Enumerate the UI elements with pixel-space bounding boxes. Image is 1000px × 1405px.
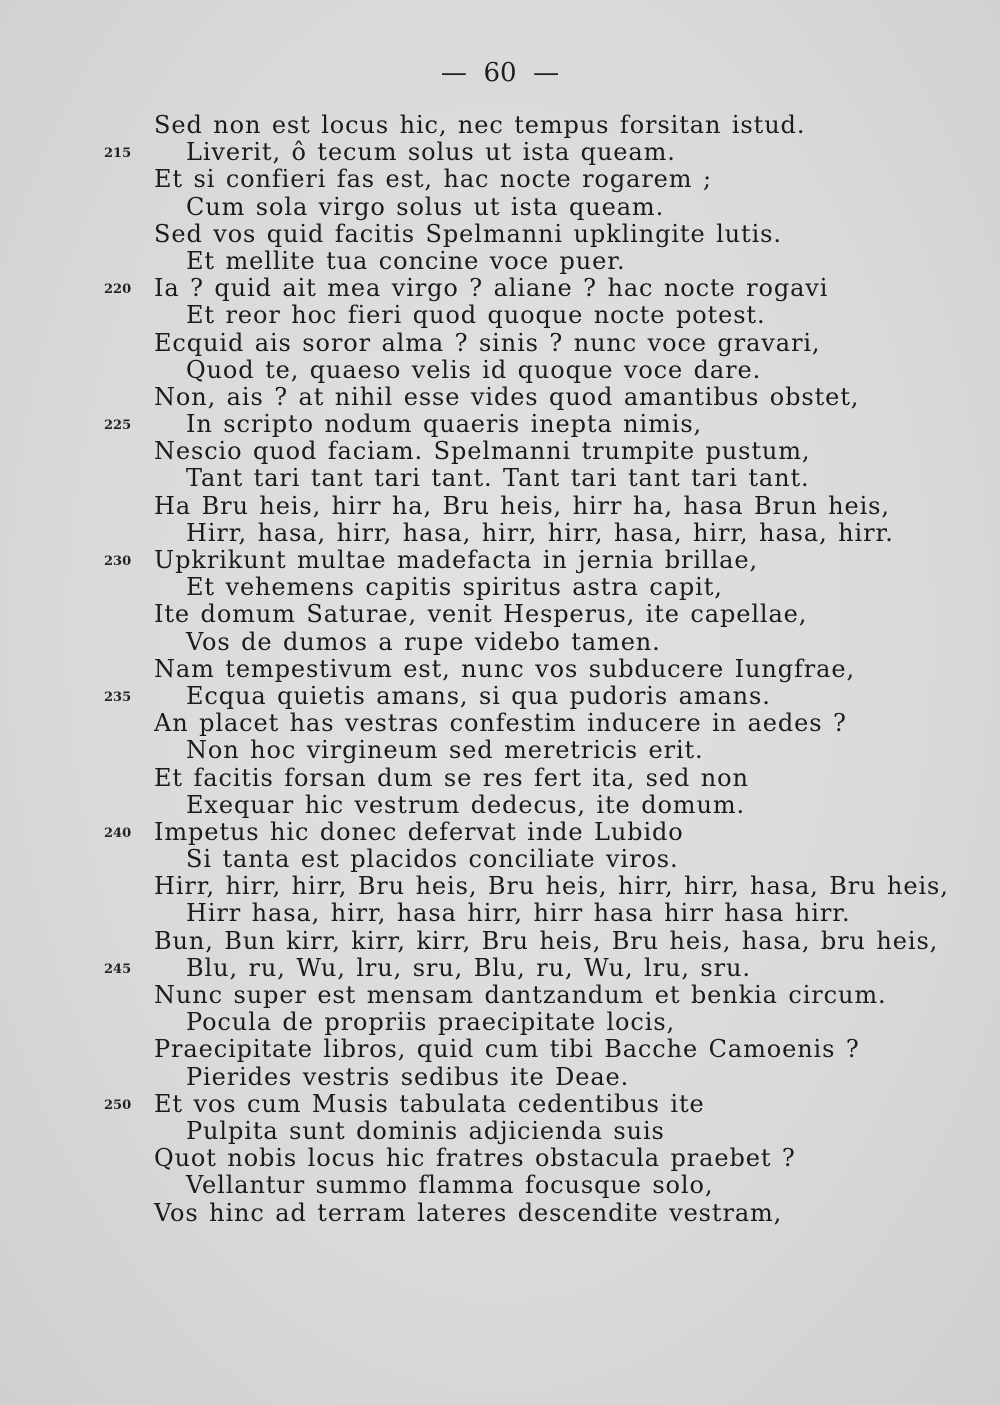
verse-text: Vos de dumos a rupe videbo tamen. [186, 627, 661, 656]
verse-text: Vellantur summo flamma focusque solo, [186, 1171, 714, 1200]
line-number: 215 [104, 146, 132, 162]
verse-line [0, 656, 1000, 683]
line-number: 230 [104, 554, 132, 569]
verse-text: Non, ais ? at nihil esse vides quod amantibus obstet, [154, 382, 860, 411]
verse-text: Sed non est locus hic, nec tempus forsitan istud. [154, 111, 806, 139]
verse-line [0, 1009, 1000, 1036]
verse-line [0, 1172, 1000, 1199]
line-number: 225 [104, 418, 132, 434]
verse-text: Nam tempestivum est, nunc vos subducere Iungfrae, [154, 654, 855, 683]
verse-line [0, 302, 1000, 329]
verse-line [0, 792, 1000, 819]
verse-line [0, 846, 1000, 873]
line-number: 245 [104, 961, 132, 977]
verse-line [0, 493, 1000, 520]
verse-line [0, 166, 1000, 193]
verse-text: Hirr hasa, hirr, hasa hirr, hirr hasa hirr hasa hirr. [186, 899, 851, 928]
verse-line [0, 1118, 1000, 1145]
verse-text: Praecipitate libros, quid cum tibi Bacche Camoenis ? [154, 1035, 860, 1064]
verse-line [0, 928, 1000, 955]
verse-text: Quod te, quaeso velis id quoque voce dare. [186, 355, 762, 384]
verse-line [0, 629, 1000, 656]
verse-text: Ia ? quid ait mea virgo ? aliane ? hac nocte rogavi [154, 274, 829, 303]
verse-line [0, 330, 1000, 357]
poem-text [0, 112, 1000, 1227]
verse-text: Quot nobis locus hic fratres obstacula praebet ? [154, 1144, 796, 1173]
verse-text: Bun, Bun kirr, kirr, kirr, Bru heis, Bru heis, hasa, bru heis, [154, 926, 939, 955]
verse-text: Et facitis forsan dum se res fert ita, sed non [154, 763, 749, 792]
verse-line [0, 737, 1000, 764]
line-number: 250 [104, 1097, 132, 1113]
verse-text: Et vehemens capitis spiritus astra capit, [186, 573, 723, 602]
verse-line [0, 221, 1000, 248]
verse-line [0, 873, 1000, 900]
line-number: 235 [104, 689, 132, 705]
verse-line [0, 1064, 1000, 1091]
verse-line [0, 357, 1000, 384]
verse-text: Si tanta est placidos conciliate viros. [186, 845, 679, 874]
verse-text: Et si confieri fas est, hac nocte rogarem ; [154, 165, 712, 194]
verse-line [0, 900, 1000, 927]
verse-text: Hirr, hasa, hirr, hasa, hirr, hirr, hasa, hirr, hasa, hirr. [186, 518, 894, 547]
verse-text: Blu, ru, Wu, lru, sru, Blu, ru, Wu, lru, sru. [186, 953, 751, 982]
verse-text: Ecquid ais soror alma ? sinis ? nunc voce gravari, [154, 328, 821, 357]
verse-line [0, 982, 1000, 1009]
verse-text: Liverit, ô tecum solus ut ista queam. [186, 138, 676, 167]
verse-text: In scripto nodum quaeris inepta nimis, [186, 410, 703, 439]
verse-line [0, 710, 1000, 737]
verse-text: Et vos cum Musis tabulata cedentibus ite [154, 1089, 705, 1118]
verse-line [0, 819, 1000, 846]
verse-line [0, 1036, 1000, 1063]
verse-text: Impetus hic donec defervat inde Lubido [154, 817, 684, 846]
verse-line [0, 601, 1000, 628]
verse-text: Pierides vestris sedibus ite Deae. [186, 1062, 630, 1091]
verse-line [0, 384, 1000, 411]
verse-line [0, 438, 1000, 465]
line-number: 220 [104, 282, 132, 298]
verse-line [0, 547, 1000, 574]
page-number: — 60 — [440, 58, 560, 88]
verse-line [0, 955, 1000, 982]
verse-text: Et mellite tua concine voce puer. [186, 246, 626, 275]
verse-text: Pulpita sunt dominis adjicienda suis [186, 1116, 665, 1145]
verse-line [0, 520, 1000, 547]
verse-line [0, 411, 1000, 438]
verse-line [0, 139, 1000, 166]
verse-text: Ite domum Saturae, venit Hesperus, ite capellae, [154, 600, 808, 629]
verse-text: Nunc super est mensam dantzandum et benkia circum. [154, 981, 887, 1009]
verse-line [0, 248, 1000, 275]
verse-text: Nescio quod faciam. Spelmanni trumpite pustum, [154, 437, 811, 466]
verse-text: Tant tari tant tari tant. Tant tari tant tari tant. [186, 464, 810, 493]
verse-text: Cum sola virgo solus ut ista queam. [186, 192, 665, 221]
verse-text: An placet has vestras confestim inducere in aedes ? [154, 709, 847, 738]
verse-line [0, 194, 1000, 221]
verse-text: Upkrikunt multae madefacta in jernia brillae, [154, 546, 758, 574]
verse-line [0, 465, 1000, 492]
verse-line [0, 112, 1000, 139]
verse-text: Et reor hoc fieri quod quoque nocte potest. [186, 301, 766, 330]
verse-text: Exequar hic vestrum dedecus, ite domum. [186, 790, 746, 819]
verse-line [0, 1200, 1000, 1227]
line-number: 240 [104, 825, 132, 841]
verse-line [0, 1145, 1000, 1172]
verse-text: Ha Bru heis, hirr ha, Bru heis, hirr ha, hasa Brun heis, [154, 491, 890, 520]
verse-text: Vos hinc ad terram lateres descendite vestram, [154, 1198, 783, 1227]
verse-text: Ecqua quietis amans, si qua pudoris amans. [186, 681, 771, 710]
verse-line [0, 765, 1000, 792]
verse-line [0, 574, 1000, 601]
verse-line [0, 1091, 1000, 1118]
verse-text: Pocula de propriis praecipitate locis, [186, 1008, 676, 1037]
verse-text: Non hoc virgineum sed meretricis erit. [186, 736, 704, 765]
verse-line [0, 683, 1000, 710]
verse-text: Sed vos quid facitis Spelmanni upklingite lutis. [154, 219, 782, 248]
verse-line [0, 275, 1000, 302]
verse-text: Hirr, hirr, hirr, Bru heis, Bru heis, hirr, hirr, hasa, Bru heis, [154, 872, 949, 901]
